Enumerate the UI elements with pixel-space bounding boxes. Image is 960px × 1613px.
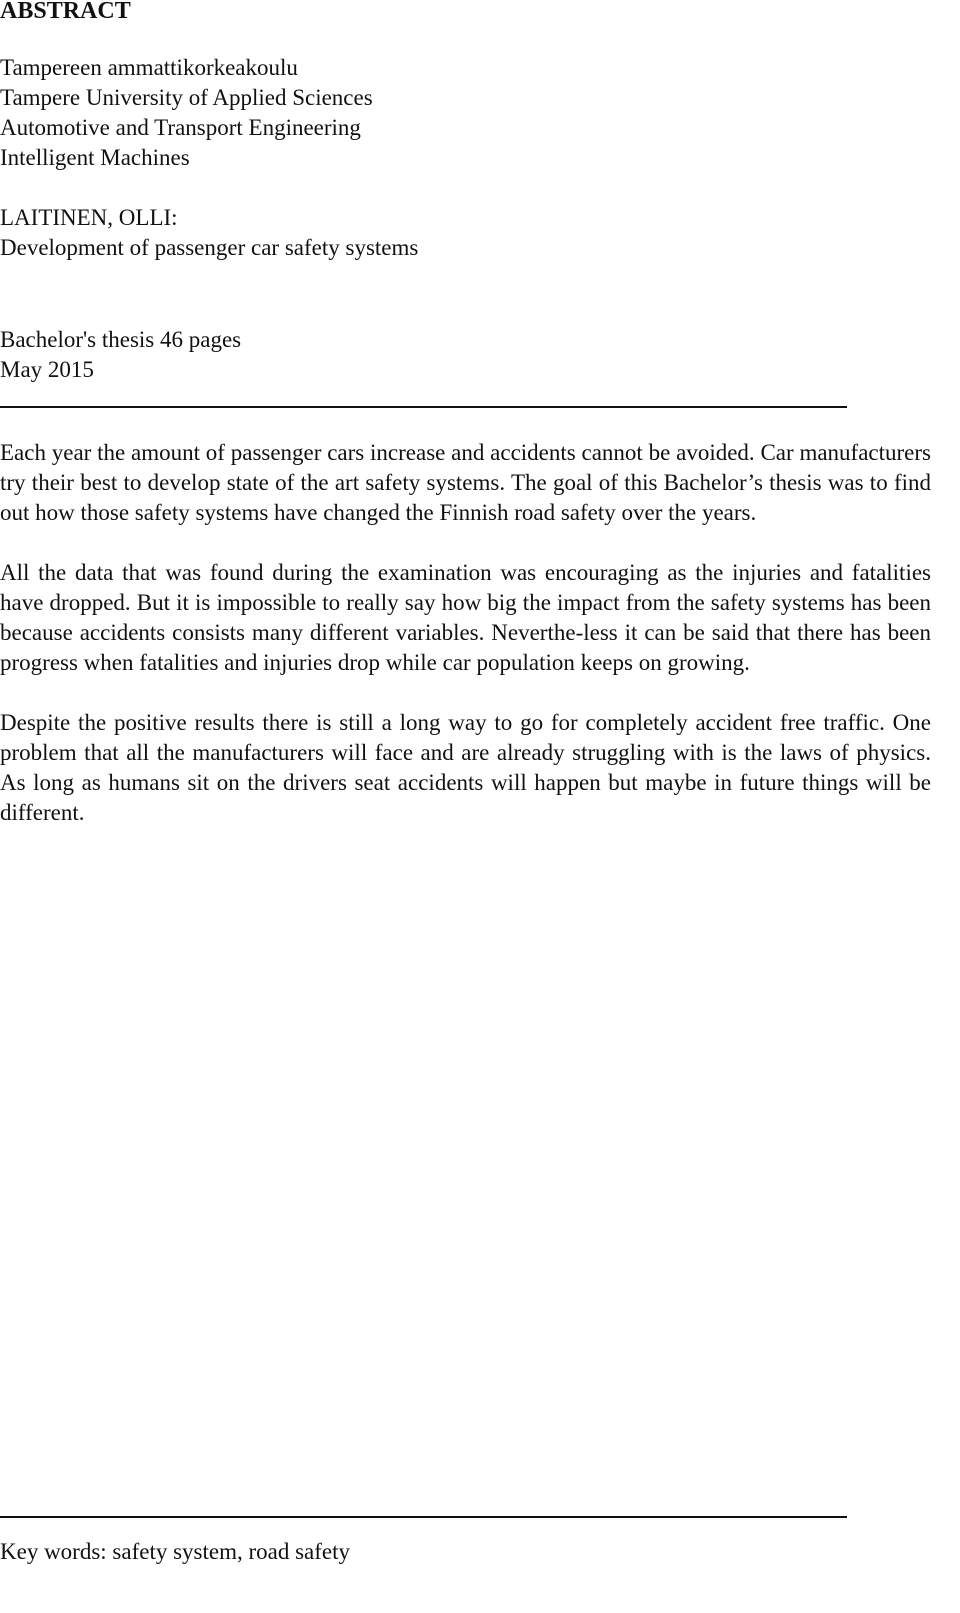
affiliation-line: Intelligent Machines: [0, 145, 190, 170]
thesis-date: May 2015: [0, 357, 94, 382]
abstract-paragraph: Each year the amount of passenger cars increase and accidents cannot be avoided. Car manufacturers try their best to develop state of the art safety systems. The goal of this Bachelor’s thesis was to find out how those safety systems have changed the Finnish road safety over the years.: [0, 440, 931, 525]
abstract-heading: ABSTRACT: [0, 0, 131, 24]
abstract-body: [0, 438, 931, 858]
bottom-divider: [0, 1516, 847, 1518]
affiliation-line: Tampere University of Applied Sciences: [0, 85, 373, 110]
author-name: LAITINEN, OLLI:: [0, 205, 178, 230]
keywords-line: Key words: safety system, road safety: [0, 1539, 351, 1564]
affiliation-block: [0, 53, 373, 173]
abstract-paragraph: Despite the positive results there is still a long way to go for completely accident free traffic. One problem that all the manufacturers will face and are already struggling with is the laws of physics. As long as humans sit on the drivers seat accidents will happen but maybe in future things will be different.: [0, 710, 931, 825]
affiliation-line: Tampereen ammattikorkeakoulu: [0, 55, 298, 80]
top-divider: [0, 406, 847, 408]
thesis-info: Bachelor's thesis 46 pages: [0, 327, 242, 352]
author-title-block: [0, 203, 418, 263]
affiliation-line: Automotive and Transport Engineering: [0, 115, 361, 140]
thesis-title: Development of passenger car safety systems: [0, 235, 419, 260]
thesis-meta-block: [0, 325, 241, 385]
abstract-paragraph: All the data that was found during the examination was encouraging as the injuries and fatalities have dropped. But it is impossible to really say how big the impact from the safety systems has been because accidents consists many different variables. Neverthe-less it can be said that there has been progress when fatalities and injuries drop while car population keeps on growing.: [0, 560, 931, 675]
